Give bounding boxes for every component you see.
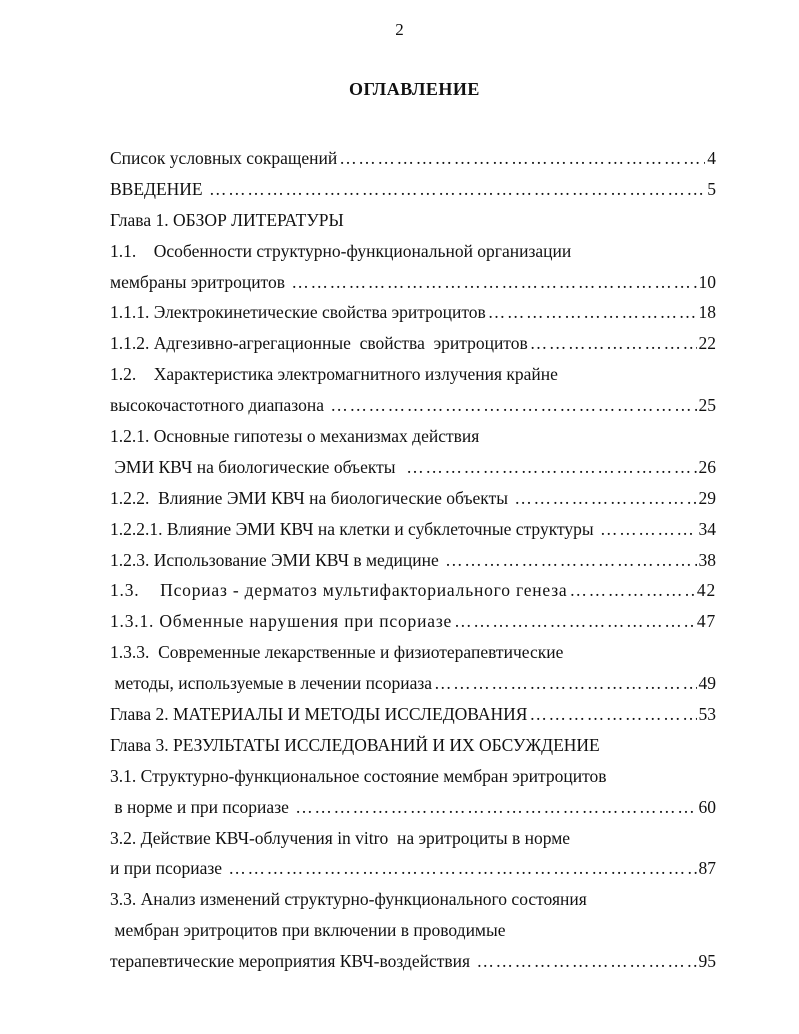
toc-entry-page: 53 xyxy=(698,704,716,725)
toc-entry xyxy=(110,669,720,700)
toc-entry-page: 26 xyxy=(698,456,716,477)
toc-leader xyxy=(434,669,696,697)
toc-entry xyxy=(110,484,720,515)
toc-entry xyxy=(110,206,720,237)
toc-leader xyxy=(600,515,696,543)
toc-entry-page: 18 xyxy=(698,302,716,323)
toc-entry-page: 10 xyxy=(698,271,716,292)
toc-leader xyxy=(488,298,697,326)
toc-entry xyxy=(110,360,720,391)
toc-entry-title: 1.3. Псориаз - дерматоз мультифакториального генеза xyxy=(110,580,568,601)
toc-leader xyxy=(339,144,705,172)
toc-leader xyxy=(529,700,696,728)
toc-entry-title: 1.2.2.1. Влияние ЭМИ КВЧ на клетки и субклеточные структуры xyxy=(110,518,599,539)
toc-leader xyxy=(445,546,696,574)
toc-leader xyxy=(291,268,696,296)
toc-entry-title: методы, используемые в лечении псориаза xyxy=(110,673,433,694)
toc-entry-title: ЭМИ КВЧ на биологические объекты xyxy=(110,456,405,477)
toc-leader xyxy=(514,484,696,512)
toc-entry-page: 87 xyxy=(698,858,716,879)
toc-entry xyxy=(110,731,720,762)
toc-entry xyxy=(110,391,720,422)
toc-entry xyxy=(110,793,720,824)
toc-leader xyxy=(330,391,696,419)
toc-entry-page: 34 xyxy=(698,518,716,539)
toc-leader xyxy=(228,854,696,882)
toc-entry-title: Глава 1. ОБЗОР ЛИТЕРАТУРЫ xyxy=(110,209,344,230)
toc-entry-title: Глава 3. РЕЗУЛЬТАТЫ ИССЛЕДОВАНИЙ И ИХ ОБСУЖДЕНИЕ xyxy=(110,734,600,755)
toc-entry xyxy=(110,700,720,731)
toc-entry xyxy=(110,298,720,329)
toc-entry-title: ВВЕДЕНИЕ xyxy=(110,178,208,199)
toc-entry-title: терапевтические мероприятия КВЧ-воздействия xyxy=(110,951,475,972)
toc-entry-page: 38 xyxy=(698,549,716,570)
toc-entry xyxy=(110,762,720,793)
toc-leader xyxy=(530,329,697,357)
toc-entry-title: 1.1.2. Адгезивно-агрегационные свойства эритроцитов xyxy=(110,333,528,354)
toc-entry-title: мембран эритроцитов при включении в проводимые xyxy=(110,920,506,941)
toc-entry-title: 1.2.3. Использование ЭМИ КВЧ в медицине xyxy=(110,549,444,570)
toc-entry-page: 95 xyxy=(698,951,716,972)
toc-entry-title: и при псориазе xyxy=(110,858,227,879)
toc-entry xyxy=(110,453,720,484)
toc-entry xyxy=(110,422,720,453)
toc-entry-page: 49 xyxy=(698,673,716,694)
toc-entry xyxy=(110,638,720,669)
toc-entry-page: 22 xyxy=(698,333,716,354)
toc-entry xyxy=(110,268,720,299)
page-number: 2 xyxy=(395,20,404,39)
toc-entry xyxy=(110,546,720,577)
toc-entry xyxy=(110,329,720,360)
toc-entry-title: 1.1.1. Электрокинетические свойства эритроцитов xyxy=(110,302,486,323)
toc-entry xyxy=(110,515,720,546)
toc-entry-title: 3.2. Действие КВЧ-облучения in vitro на эритроциты в норме xyxy=(110,827,571,848)
toc-entry-page: 47 xyxy=(696,611,716,632)
toc-entry-title: 1.3.1. Обменные нарушения при псориазе xyxy=(110,611,453,632)
toc-entry-title: 3.1. Структурно-функциональное состояние мембран эритроцитов xyxy=(110,765,607,786)
toc-entry xyxy=(110,947,720,978)
toc-entry-page: 29 xyxy=(698,487,716,508)
toc-entry-title: Глава 2. МАТЕРИАЛЫ И МЕТОДЫ ИССЛЕДОВАНИЯ xyxy=(110,704,528,725)
toc-leader xyxy=(209,175,705,203)
toc-entry-page: 60 xyxy=(698,796,716,817)
toc-entry-title: 1.3.3. Современные лекарственные и физиотерапевтические xyxy=(110,642,564,663)
table-of-contents xyxy=(110,144,720,978)
toc-entry-page: 4 xyxy=(707,148,716,168)
toc-entry-title: в норме и при псориазе xyxy=(110,796,294,817)
toc-entry-title: 1.2.2. Влияние ЭМИ КВЧ на биологические объекты xyxy=(110,487,513,508)
toc-entry xyxy=(110,144,720,175)
toc-entry xyxy=(110,175,720,206)
toc-entry-title: мембраны эритроцитов xyxy=(110,271,290,292)
toc-entry-title: 1.1. Особенности структурно-функциональной организации xyxy=(110,240,572,261)
toc-entry-page: 25 xyxy=(698,395,716,416)
toc-entry xyxy=(110,885,720,916)
toc-entry xyxy=(110,854,720,885)
toc-entry-title: 1.2.1. Основные гипотезы о механизмах действия xyxy=(110,426,480,447)
toc-entry xyxy=(110,607,720,638)
toc-leader xyxy=(570,576,695,604)
page-title: ОГЛАВЛЕНИЕ xyxy=(349,79,480,99)
toc-entry-page: 5 xyxy=(707,178,716,199)
toc-leader xyxy=(295,793,696,821)
toc-entry-title: 1.2. Характеристика электромагнитного излучения крайне xyxy=(110,364,558,385)
toc-leader xyxy=(476,947,696,975)
toc-leader xyxy=(406,453,696,481)
toc-entry-title: Список условных сокращений xyxy=(110,148,338,168)
toc-entry xyxy=(110,576,720,607)
toc-leader xyxy=(454,607,695,635)
toc-entry-title: 3.3. Анализ изменений структурно-функционального состояния xyxy=(110,889,587,910)
toc-entry-page: 42 xyxy=(696,580,716,601)
toc-entry xyxy=(110,916,720,947)
toc-entry xyxy=(110,824,720,855)
toc-entry xyxy=(110,237,720,268)
toc-entry-title: высокочастотного диапазона xyxy=(110,395,329,416)
